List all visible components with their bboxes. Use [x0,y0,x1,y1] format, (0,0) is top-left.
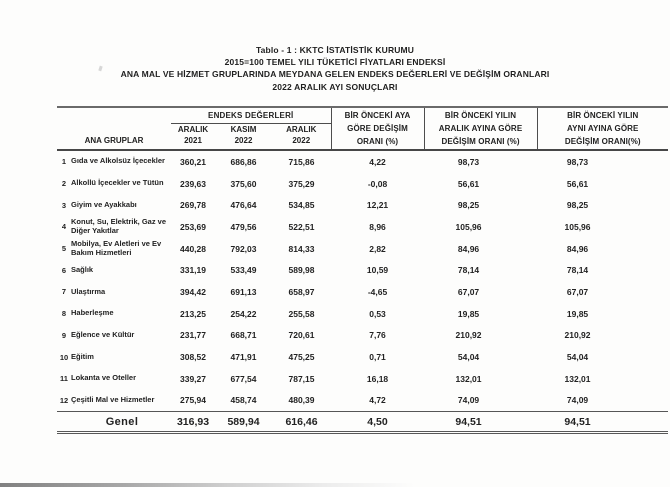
value-nov22: 471,91 [230,352,257,363]
total-dec21: 316,93 [171,412,215,433]
value-ytd: 84,96 [457,243,480,254]
value-nov22: 479,56 [230,221,257,232]
table-row [57,303,668,325]
value-dec21: 394,42 [180,286,206,297]
row-number: 10 [59,352,69,362]
value-dec21: 239,63 [180,178,206,189]
total-nov22: 589,94 [215,412,272,433]
value-yoy: 98,25 [566,200,589,211]
header-ana-gruplar: ANA GRUPLAR [57,124,171,151]
row-number: 7 [61,287,67,297]
group-name: Alkollü İçecekler ve Tütün [71,178,164,188]
table-row [57,368,668,390]
value-ytd: 54,04 [457,352,480,363]
value-monthly: -0,08 [367,178,388,189]
row-number: 6 [61,265,67,275]
value-yoy: 19,85 [566,308,589,319]
row-number: 4 [61,222,67,232]
value-dec21: 360,21 [180,156,206,167]
value-ytd: 98,25 [457,200,480,211]
title-line-1: Tablo - 1 : KKTC İSTATİSTİK KURUMU [255,45,415,55]
value-monthly: 8,96 [369,221,386,232]
value-dec22: 814,33 [288,243,315,254]
value-dec21: 253,69 [180,221,206,232]
row-number: 3 [61,200,67,210]
table-row [57,346,668,368]
value-dec21: 231,77 [180,330,206,341]
value-nov22: 375,60 [230,178,257,189]
value-yoy: 67,07 [566,286,589,297]
value-nov22: 458,74 [230,395,257,406]
table-row [57,259,668,281]
table-row [57,173,668,195]
title-line-4: 2022 ARALIK AYI SONUÇLARI [272,81,398,92]
row-number: 1 [61,157,67,167]
value-ytd: 132,01 [455,373,482,384]
total-dec22: 616,46 [272,412,331,433]
value-dec22: 534,85 [288,200,315,211]
total-yoy: 94,51 [537,412,668,433]
table-total-row [57,412,668,433]
value-ytd: 56,61 [457,178,480,189]
value-yoy: 98,73 [566,156,589,167]
table-row [57,390,668,412]
value-dec21: 269,78 [180,200,206,211]
table-row [57,238,668,260]
value-monthly: 7,76 [369,330,386,341]
table-row [57,194,668,216]
group-name: Çeşitli Mal ve Hizmetler [71,395,155,404]
value-yoy: 78,14 [566,265,589,276]
value-monthly: -4,65 [367,286,388,297]
header-dec-2022: ARALIK 2022 [272,124,331,151]
value-dec22: 658,97 [288,286,315,297]
total-label: Genel [57,412,171,433]
value-dec22: 715,86 [288,156,315,167]
value-yoy: 210,92 [564,330,591,341]
value-monthly: 10,59 [366,265,389,276]
row-number: 2 [61,179,67,189]
value-ytd: 210,92 [455,330,482,341]
value-nov22: 686,86 [230,156,257,167]
total-ytd: 94,51 [424,412,537,433]
value-yoy: 74,09 [566,395,589,406]
header-endeks-degerleri: ENDEKS DEĞERLERİ [171,107,331,124]
value-dec21: 213,25 [180,308,206,319]
value-dec21: 331,19 [180,265,206,276]
value-ytd: 105,96 [455,221,482,232]
value-nov22: 533,49 [230,265,257,276]
value-ytd: 78,14 [457,265,480,276]
row-number: 8 [61,309,67,319]
value-monthly: 0,71 [369,352,386,363]
table-row [57,281,668,303]
value-dec22: 787,15 [288,373,315,384]
value-dec22: 375,29 [288,178,315,189]
value-dec21: 308,52 [180,352,206,363]
table-header [57,107,668,150]
value-yoy: 56,61 [566,178,589,189]
value-nov22: 691,13 [230,286,257,297]
row-number: 11 [60,374,68,384]
header-monthly-change: BİR ÖNCEKİ AYA GÖRE DEĞİŞİM ORANI (%) [331,107,424,150]
row-number: 12 [59,395,69,405]
group-name: Giyim ve Ayakkabı [71,199,137,209]
value-nov22: 668,71 [230,330,257,341]
value-dec22: 589,98 [288,265,315,276]
table-body [57,150,668,412]
group-name: Eğlence ve Kültür [71,329,135,339]
header-spacer [57,107,171,124]
value-dec22: 480,39 [288,395,315,406]
value-ytd: 67,07 [457,286,480,297]
group-name: Lokanta ve Oteller [71,373,137,383]
table-row [57,325,668,347]
cpi-index-table [57,106,668,434]
value-dec22: 475,25 [288,352,315,363]
value-monthly: 16,18 [366,373,389,384]
value-ytd: 98,73 [457,156,480,167]
group-name: Ulaştırma [71,286,106,296]
value-dec21: 275,94 [180,395,206,406]
header-yoy-change: BİR ÖNCEKİ YILIN AYNI AYINA GÖRE DEĞİŞİM ORANI(%) [537,107,668,150]
value-dec21: 339,27 [180,373,206,384]
value-nov22: 792,03 [230,243,257,254]
value-monthly: 4,22 [369,156,386,167]
group-name: Konut, Su, Elektrik, Gaz ve Diğer Yakıtlar [71,217,167,235]
header-dec-2021: ARALIK 2021 [171,124,215,151]
value-yoy: 84,96 [566,243,589,254]
table-row [57,216,668,238]
value-monthly: 2,82 [369,243,386,254]
table-row [57,150,668,173]
row-number: 9 [61,330,67,340]
value-monthly: 4,72 [369,395,386,406]
value-dec21: 440,28 [180,243,206,254]
group-name: Gıda ve Alkolsüz İçecekler [71,156,165,166]
row-number: 5 [61,244,67,254]
value-ytd: 19,85 [457,308,480,319]
value-yoy: 105,96 [564,221,591,232]
header-nov-2022: KASIM 2022 [215,124,272,151]
value-dec22: 255,58 [288,308,315,319]
value-yoy: 132,01 [564,373,591,384]
group-name: Haberleşme [71,308,114,318]
title-line-3: ANA MAL VE HİZMET GRUPLARINDA MEYDANA GELEN ENDEKS DEĞERLERİ VE DEĞİŞİM ORANLARI [120,69,550,80]
value-monthly: 0,53 [369,308,386,319]
scan-artifact-bottom-edge [0,483,415,487]
value-nov22: 476,64 [230,200,257,211]
group-name: Mobilya, Ev Aletleri ve Ev Bakım Hizmetleri [71,238,162,257]
total-monthly: 4,50 [331,412,424,433]
value-nov22: 254,22 [230,308,257,319]
value-monthly: 12,21 [366,200,389,211]
header-ytd-change: BİR ÖNCEKİ YILIN ARALIK AYINA GÖRE DEĞİŞİM ORANI (%) [424,107,537,150]
value-ytd: 74,09 [457,395,480,406]
value-nov22: 677,54 [230,373,257,384]
total-row [57,412,668,433]
group-name: Eğitim [71,351,94,361]
value-dec22: 522,51 [288,221,315,232]
value-yoy: 54,04 [566,352,589,363]
group-name: Sağlık [71,264,94,274]
value-dec22: 720,61 [288,330,315,341]
title-line-2: 2015=100 TEMEL YILI TÜKETİCİ FİYATLARI ENDEKSİ [224,57,446,68]
